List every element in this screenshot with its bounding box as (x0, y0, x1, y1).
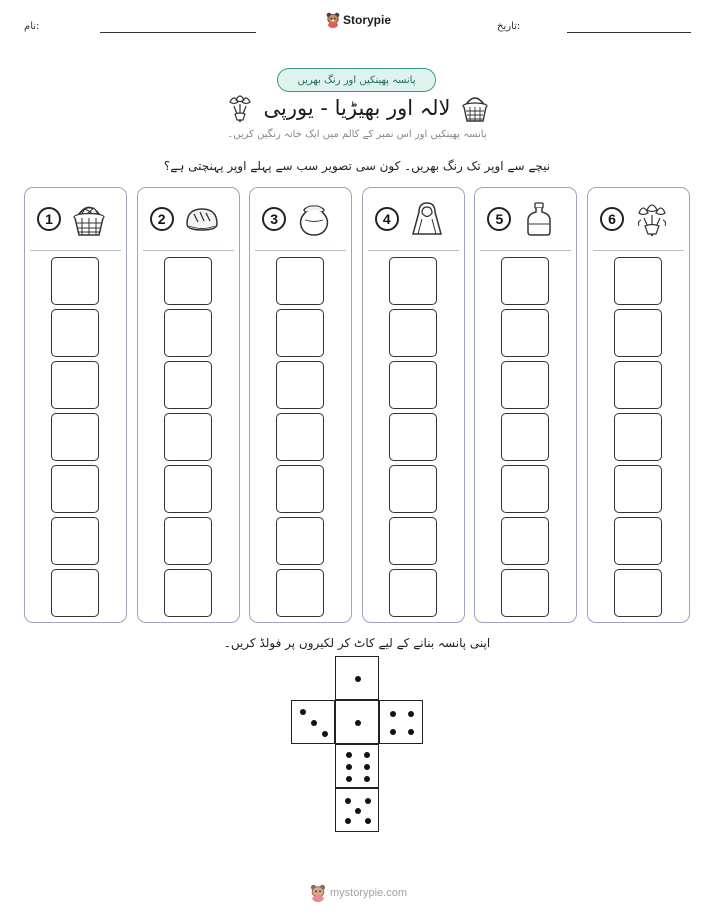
color-box[interactable] (389, 361, 437, 409)
flower-bouquet-icon (633, 200, 671, 238)
column-header (138, 188, 239, 250)
column-number: 2 (150, 207, 174, 231)
die-pip (322, 731, 328, 737)
color-box[interactable] (614, 413, 662, 461)
name-label: نام: (24, 21, 40, 32)
column-number: 4 (375, 207, 399, 231)
column-header (363, 188, 464, 250)
die-pip (365, 798, 371, 804)
color-box[interactable] (614, 309, 662, 357)
color-box[interactable] (51, 413, 99, 461)
column-header (475, 188, 576, 250)
bear-icon (310, 884, 326, 902)
color-box[interactable] (389, 413, 437, 461)
color-box[interactable] (501, 413, 549, 461)
name-line[interactable] (100, 32, 256, 33)
die-face-4 (379, 700, 423, 744)
page-subtitle: پانسہ پھینکیں اور اس نمبر کے کالم میں ایک خانہ رنگین کریں۔ (227, 129, 487, 140)
flower-bouquet-icon (226, 92, 254, 124)
color-box[interactable] (164, 413, 212, 461)
color-box[interactable] (51, 517, 99, 565)
column-1 (24, 187, 127, 623)
color-box[interactable] (164, 361, 212, 409)
die-face-3 (291, 700, 335, 744)
color-box[interactable] (389, 465, 437, 513)
die-face-1 (335, 656, 379, 700)
column-divider (593, 250, 684, 251)
column-divider (143, 250, 234, 251)
race-columns (24, 187, 690, 623)
color-box[interactable] (164, 309, 212, 357)
die-pip (346, 752, 352, 758)
color-box[interactable] (501, 465, 549, 513)
brand-name: Storypie (343, 13, 392, 27)
page-title: لالہ اور بھیڑیا - یورپی (263, 96, 451, 120)
column-header (250, 188, 351, 250)
die-pip (408, 729, 414, 735)
column-number: 5 (487, 207, 511, 231)
color-box[interactable] (276, 413, 324, 461)
basket-icon (460, 92, 490, 124)
column-number: 1 (37, 207, 61, 231)
die-pip (345, 798, 351, 804)
color-box[interactable] (276, 361, 324, 409)
die-pip (364, 764, 370, 770)
column-header (588, 188, 689, 250)
die-face-1 (335, 700, 379, 744)
color-box[interactable] (51, 569, 99, 617)
color-box[interactable] (614, 257, 662, 305)
die-pip (300, 709, 306, 715)
die-pip (311, 720, 317, 726)
color-box[interactable] (501, 569, 549, 617)
color-box[interactable] (276, 569, 324, 617)
color-box[interactable] (51, 309, 99, 357)
column-divider (480, 250, 571, 251)
color-box[interactable] (276, 465, 324, 513)
basket-icon (70, 200, 108, 238)
bottle-icon (520, 200, 558, 238)
brand-logo (326, 12, 391, 28)
color-box[interactable] (389, 257, 437, 305)
color-box[interactable] (51, 257, 99, 305)
date-label: تاریخ: (497, 21, 521, 32)
die-pip (365, 818, 371, 824)
die-face-6 (335, 744, 379, 788)
footer (310, 884, 407, 902)
column-divider (368, 250, 459, 251)
color-box[interactable] (51, 465, 99, 513)
color-box[interactable] (389, 517, 437, 565)
column-header (25, 188, 126, 250)
column-6 (587, 187, 690, 623)
subject-pill: پانسہ پھینکیں اور رنگ بھریں (277, 68, 436, 92)
instruction-text: نیچے سے اوپر تک رنگ بھریں۔ کون سی تصویر سب سے پہلے اوپر پہنچتی ہے؟ (163, 159, 551, 173)
column-3 (249, 187, 352, 623)
die-pip (355, 676, 361, 682)
column-5 (474, 187, 577, 623)
color-box[interactable] (164, 465, 212, 513)
column-divider (255, 250, 346, 251)
title-row (200, 90, 516, 126)
die-pip (364, 776, 370, 782)
color-box[interactable] (276, 257, 324, 305)
die-pip (390, 729, 396, 735)
bear-icon (326, 12, 340, 28)
die-pip (346, 776, 352, 782)
bread-icon (183, 200, 221, 238)
color-box[interactable] (501, 309, 549, 357)
color-box[interactable] (389, 309, 437, 357)
color-box[interactable] (614, 465, 662, 513)
red-hood-cape-icon (408, 200, 446, 238)
column-number: 3 (262, 207, 286, 231)
die-pip (390, 711, 396, 717)
footer-url[interactable]: mystorypie.com (330, 887, 408, 899)
color-box[interactable] (164, 257, 212, 305)
die-pip (355, 808, 361, 814)
die-face-5 (335, 788, 379, 832)
column-2 (137, 187, 240, 623)
color-box[interactable] (614, 517, 662, 565)
color-box[interactable] (389, 569, 437, 617)
cut-fold-note: اپنی پانسہ بنانے کے لیے کاٹ کر لکیروں پر فولڈ کریں۔ (223, 636, 491, 650)
color-box[interactable] (276, 517, 324, 565)
die-pip (355, 720, 361, 726)
color-box[interactable] (501, 361, 549, 409)
color-box[interactable] (164, 517, 212, 565)
die-pip (408, 711, 414, 717)
column-4 (362, 187, 465, 623)
date-line[interactable] (567, 32, 691, 33)
color-box[interactable] (51, 361, 99, 409)
die-pip (345, 818, 351, 824)
color-box[interactable] (501, 517, 549, 565)
die-pip (364, 752, 370, 758)
pot-icon (295, 200, 333, 238)
column-number: 6 (600, 207, 624, 231)
color-box[interactable] (276, 309, 324, 357)
color-box[interactable] (501, 257, 549, 305)
color-box[interactable] (614, 569, 662, 617)
color-box[interactable] (614, 361, 662, 409)
column-divider (30, 250, 121, 251)
color-box[interactable] (164, 569, 212, 617)
die-pip (346, 764, 352, 770)
